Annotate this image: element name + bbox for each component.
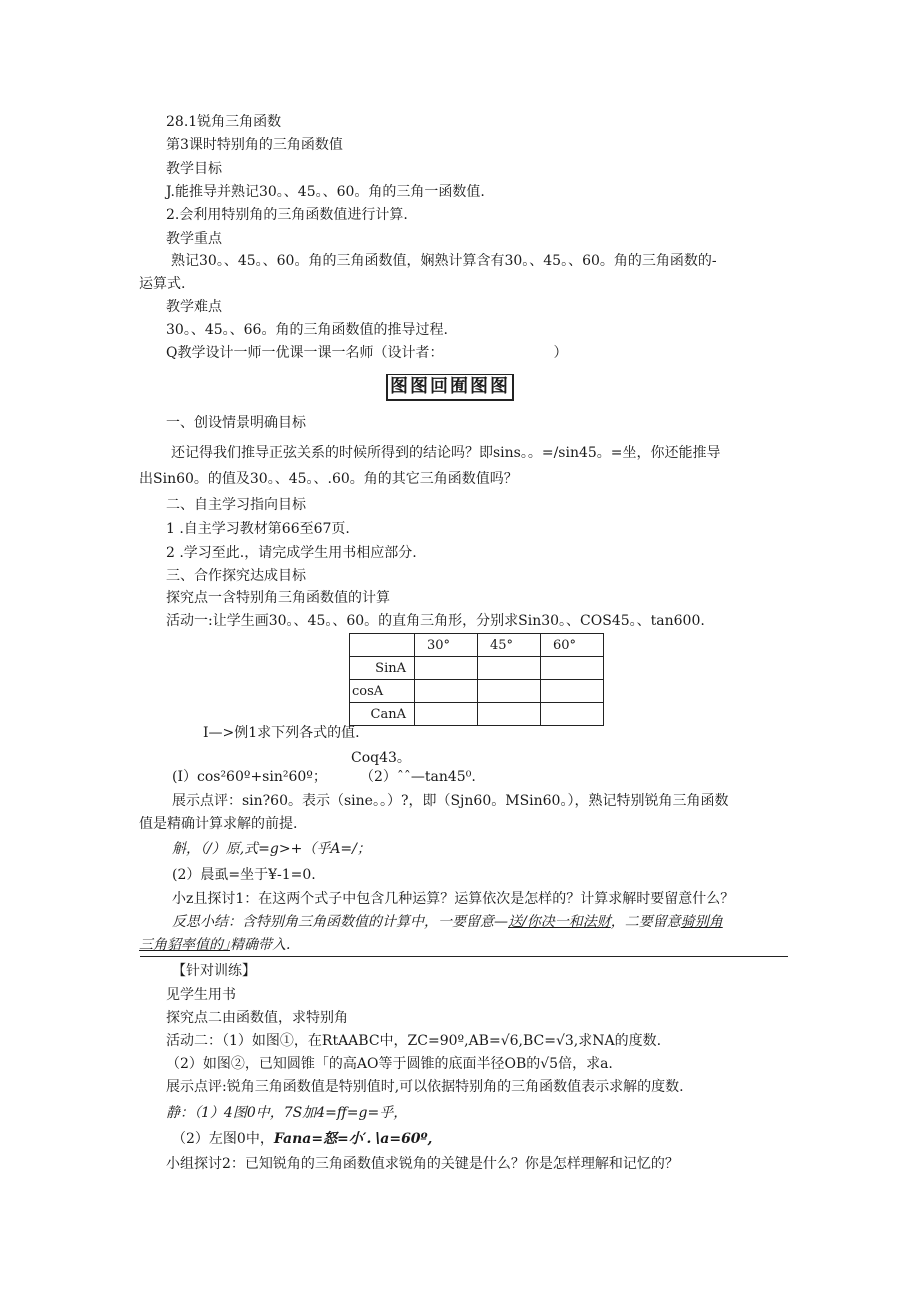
table-cell: [478, 703, 541, 726]
reflection-line-2: [139, 936, 290, 954]
section-divider: [140, 956, 788, 957]
activity-2: 活动二：（1）如图①，在RtAABC中，ZC=90º,AB=√6,BC=√3,求NA的度数.: [166, 1033, 662, 1049]
goal-item-1: J.能推导并熟记30。、45。、60。角的三角一函数值.: [166, 184, 485, 200]
reflection-underline-3: 三角貂率值的｣: [139, 937, 230, 953]
example-1-solution-1: 斛，（/）原,式=g>+（乎A=/；: [172, 841, 371, 857]
point1-heading: 探究点一含特别角三角函数值的计算: [166, 590, 390, 606]
table-header-60: 60°: [541, 634, 604, 657]
part3-heading: 三、合作探究达成目标: [166, 568, 306, 584]
example-1-comment-1: 展示点评：sin?60。表示（sine。。）?，即（Sjn60。MSin60。），熟记特别锐角三角函数: [172, 793, 729, 809]
table-cell: [415, 680, 478, 703]
point2-solution-2-label: （2）左图0中，: [172, 1131, 274, 1147]
row-label-cos: cosA: [350, 680, 415, 703]
focus-line-2: 运算式.: [139, 276, 186, 292]
table-cell: [415, 657, 478, 680]
row-label-sin: SinA: [350, 657, 415, 680]
point2-solution-1: 静：（1）4图0中，7S加4=ff=g=乎，: [166, 1105, 408, 1121]
focus-heading: 教学重点: [166, 231, 222, 247]
table-header-row: [350, 634, 604, 657]
training-line: 见学生用书: [166, 987, 236, 1003]
difficulty-heading: 教学难点: [166, 299, 222, 315]
goal-item-2: 2.会利用特别角的三角函数值进行计算.: [166, 207, 408, 223]
point2-comment: 展示点评:锐角三角函数值是特别值时,可以依据特别角的三角函数值表示求解的度数.: [166, 1079, 684, 1095]
table-cell: [541, 657, 604, 680]
table-header-45: 45°: [478, 634, 541, 657]
discussion-2: 小组探讨2：已知锐角的三角函数值求锐角的关键是什么？你是怎样理解和记忆的？: [166, 1156, 679, 1172]
example-1-q1: (I）cos²60º+sin²60º；: [172, 769, 327, 785]
table-corner-cell: [350, 634, 415, 657]
goals-heading: 教学目标: [166, 161, 222, 177]
activity-1: 活动一:让学生画30。、45。、60。的直角三角形，分别求Sin30。、COS45。、tan600.: [166, 613, 705, 629]
design-credit-close: ）: [553, 345, 568, 361]
design-credit: [166, 344, 567, 362]
part1-heading: 一、创设情景明确目标: [166, 415, 306, 431]
table-cell: [478, 680, 541, 703]
lesson-title: 第3课时特别角的三角函数值: [166, 137, 343, 153]
example-1-solution-2: (2）晨虱=坐于¥-1=0.: [172, 867, 316, 883]
trig-value-table: [349, 633, 604, 726]
difficulty-line: 30。、45。、66。角的三角函数值的推导过程.: [166, 322, 448, 338]
example-1-comment-2: 值是精确计算求解的前提.: [139, 816, 298, 832]
reflection-end: 精确带入.: [230, 937, 291, 953]
table-cell: [541, 680, 604, 703]
banner-title: 图图回囿图图: [386, 374, 514, 401]
part1-line-1: 还记得我们推导正弦关系的时候所得到的结论吗？即sins。。=/sin45。=坐，你还能推导: [171, 445, 721, 461]
table-row: [350, 680, 604, 703]
part2-item-1: 1 .自主学习教材第66至67页.: [166, 521, 350, 537]
table-cell: [415, 703, 478, 726]
section-title: 28.1锐角三角函数: [166, 114, 282, 130]
example-1-prompt: I—>例1求下列各式的值.: [203, 725, 360, 741]
training-heading: 【针对训练】: [172, 963, 256, 979]
example-1-fraction: Coq43。: [351, 750, 411, 766]
row-label-tan: CanA: [350, 703, 415, 726]
table-cell: [541, 703, 604, 726]
part1-line-2: 出Sin60。的值及30。、45。、.60。角的其它三角函数值吗？: [139, 471, 518, 487]
activity-2-q2: （2）如图②，已知圆锥「的高AO等于圆锥的底面半径OB的√5倍，求a.: [166, 1056, 613, 1072]
point2-solution-2: [172, 1130, 432, 1148]
design-credit-text: Q教学设计一师一优课一课一名师（设计者：: [166, 345, 444, 361]
part2-item-2: 2 .学习至此.，请完成学生用书相应部分.: [166, 545, 417, 561]
table-cell: [478, 657, 541, 680]
point2-heading: 探究点二由函数值，求特别角: [166, 1010, 348, 1026]
part2-heading: 二、自主学习指向目标: [166, 497, 306, 513]
example-1-q2: （2）ˆˆ—tan45⁰.: [360, 769, 476, 785]
table-row: [350, 703, 604, 726]
focus-line-1: 熟记30。、45。、60。角的三角函数值，娴熟计算含有30。、45。、60。角的三角函数的-: [171, 253, 717, 269]
reflection-text: 反思小结：含特别角三角函数值的计算中，一要留意—: [172, 914, 508, 930]
reflection-line-1: [172, 913, 723, 931]
reflection-mid: ，二要留意: [610, 914, 681, 930]
table-header-30: 30°: [415, 634, 478, 657]
table-row: [350, 657, 604, 680]
reflection-underline-1: 送/你决一和法财: [508, 914, 611, 930]
reflection-underline-2: 骑别角: [680, 914, 723, 930]
discussion-1: 小z且探讨1：在这两个式子中包含几种运算？运算依次是怎样的？计算求解时要留意什么？: [172, 891, 735, 907]
point2-solution-2-formula: Fana=怒=小′.∖a=60º,: [273, 1131, 433, 1147]
